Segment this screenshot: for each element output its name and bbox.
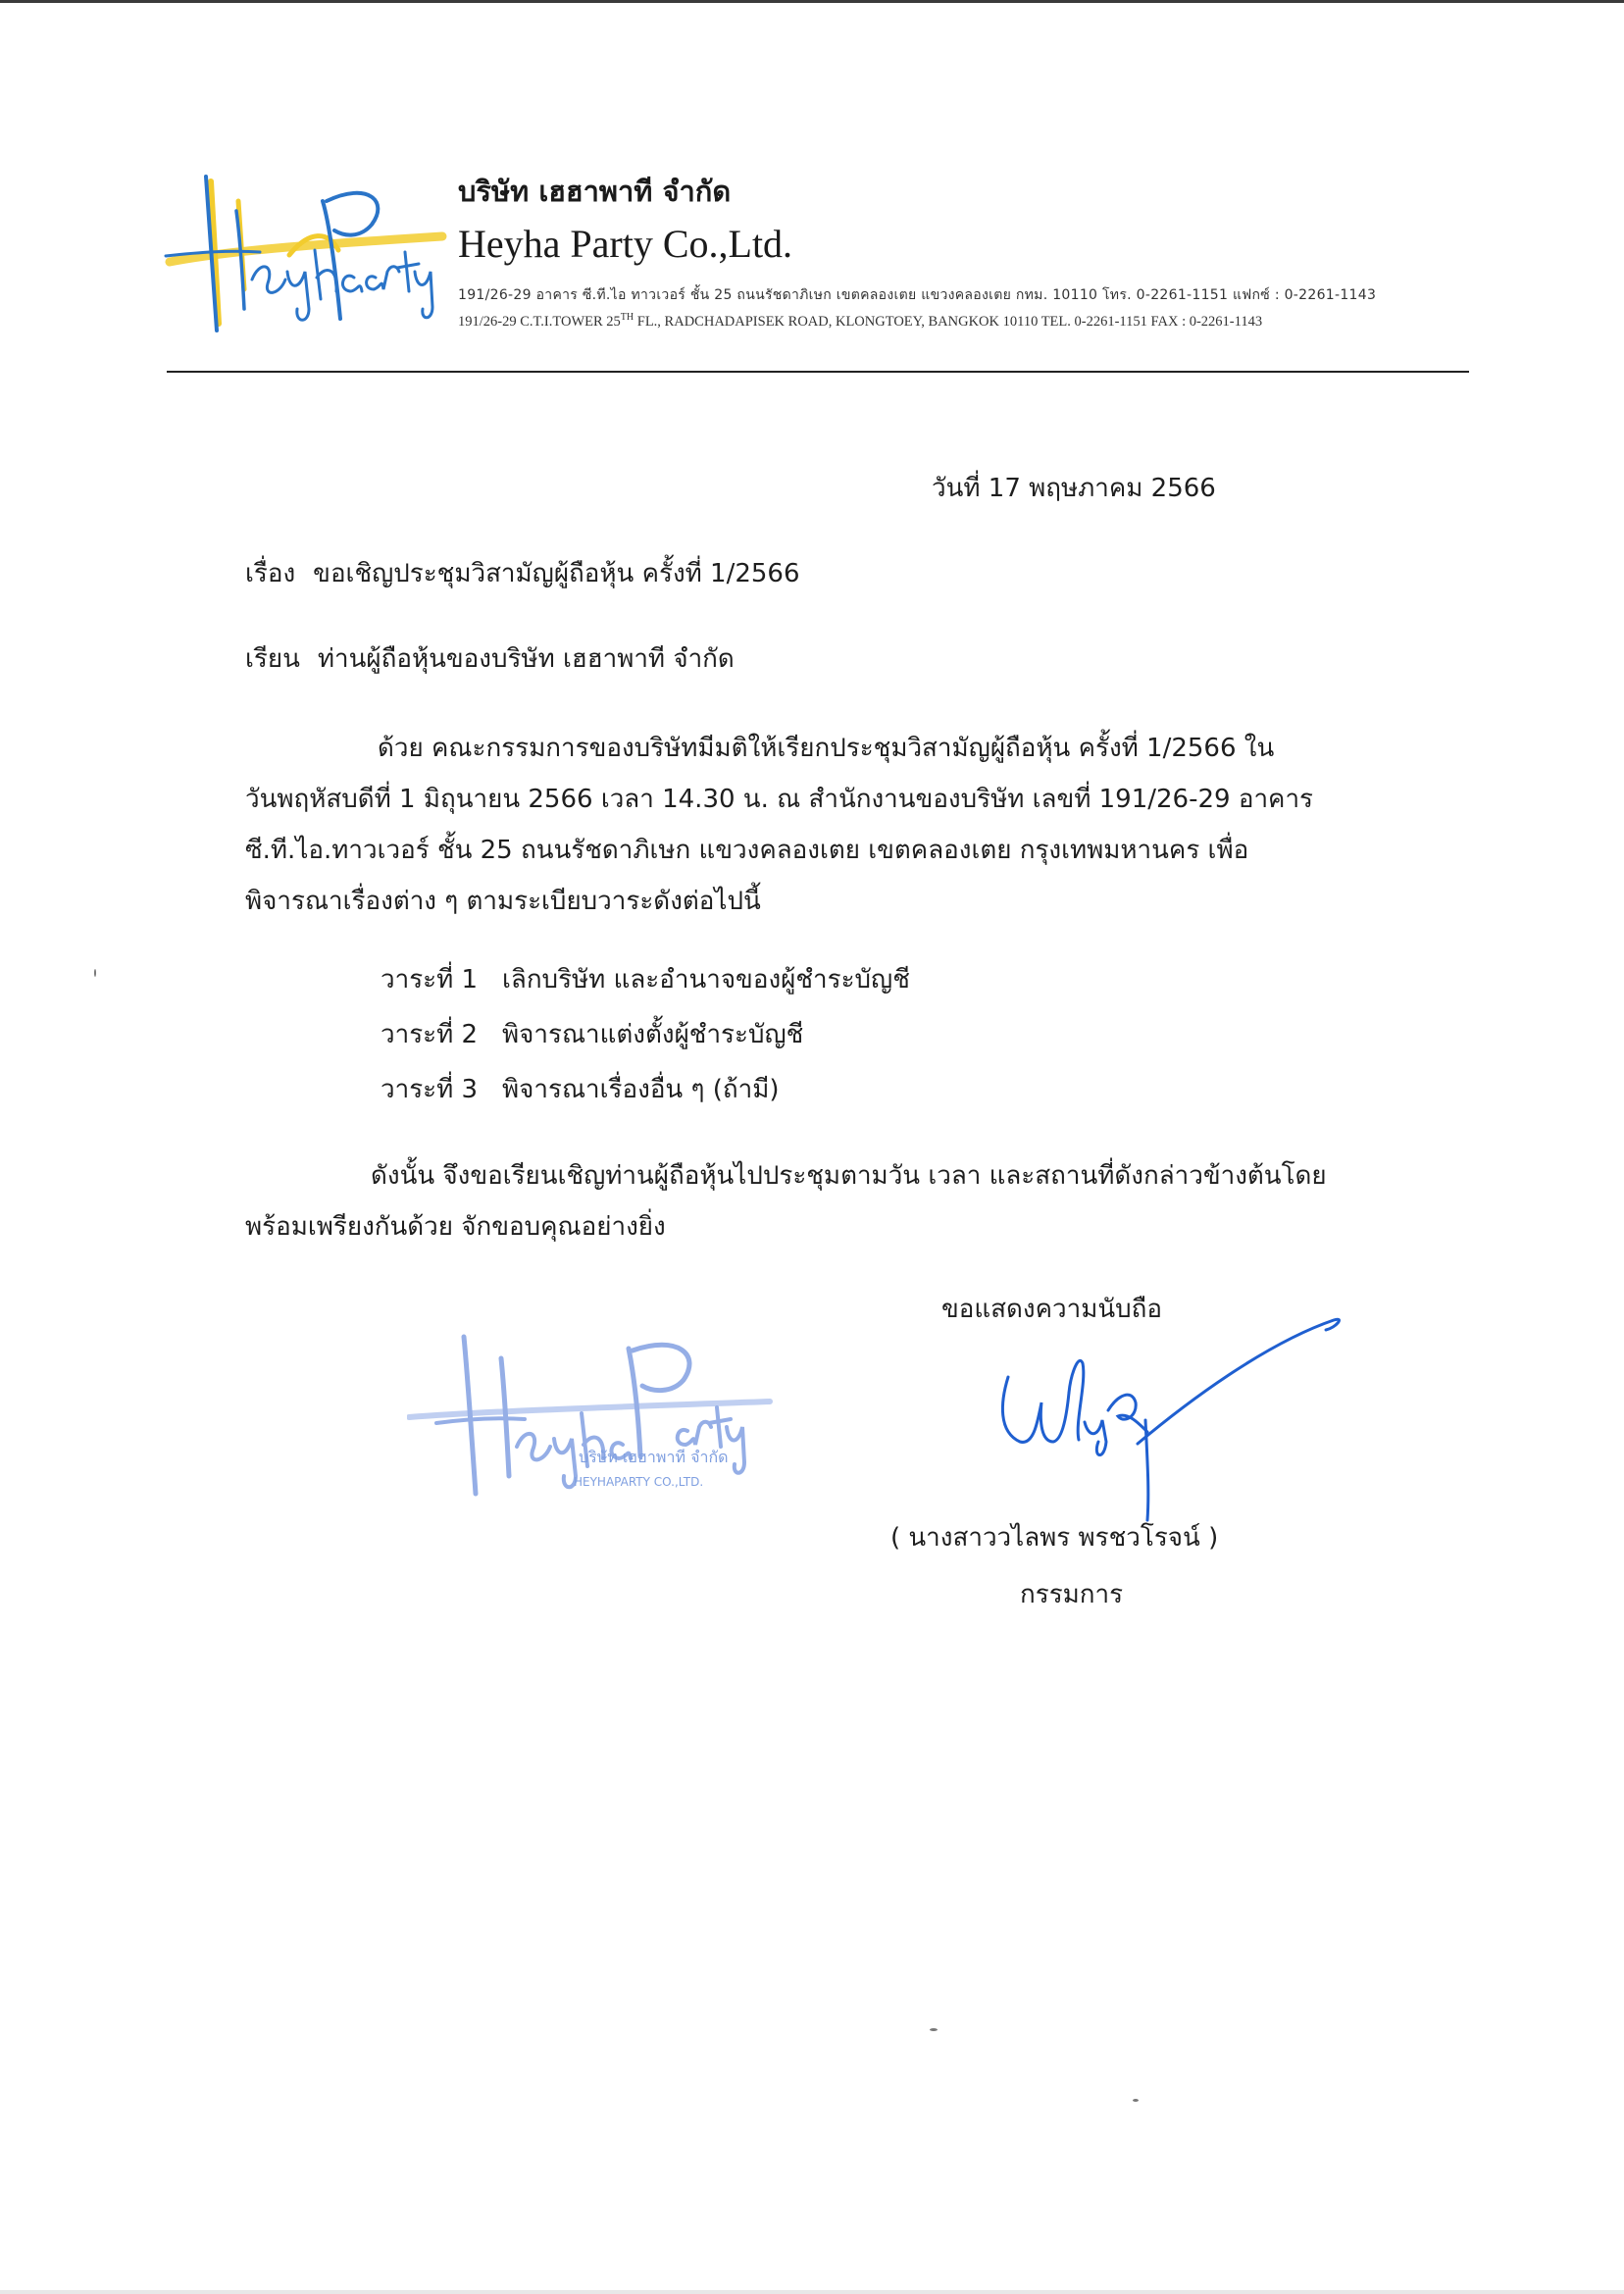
agenda-number: วาระที่ 2 xyxy=(381,1020,479,1049)
paragraph-2-line: ดังนั้น จึงขอเรียนเชิญท่านผู้ถือหุ้นไปประชุมตามวัน เวลา และสถานที่ดังกล่าวข้างต้นโดย xyxy=(371,1161,1327,1191)
addressee-label: เรียน xyxy=(245,644,300,674)
subject-line xyxy=(245,561,800,586)
agenda-item xyxy=(381,1014,910,1069)
agenda-item xyxy=(381,1069,910,1124)
heyha-party-logo xyxy=(162,162,456,338)
agenda-number: วาระที่ 1 xyxy=(381,965,479,994)
paragraph-1-line: ซี.ที.ไอ.ทาวเวอร์ ชั้น 25 ถนนรัชดาภิเษก แขวงคลองเตย เขตคลองเตย กรุงเทพมหานคร เพื่อ xyxy=(245,836,1249,865)
subject-text: ขอเชิญประชุมวิสามัญผู้ถือหุ้น ครั้งที่ 1/2566 xyxy=(313,559,800,588)
company-name-english: Heyha Party Co.,Ltd. xyxy=(458,222,793,266)
header-divider xyxy=(167,371,1469,373)
paragraph-1-line: วันพฤหัสบดีที่ 1 มิถุนายน 2566 เวลา 14.30 น. ณ สำนักงานของบริษัท เลขที่ 191/26-29 อาคาร xyxy=(245,785,1314,814)
agenda-text: พิจารณาแต่งตั้งผู้ชำระบัญชี xyxy=(502,1020,804,1049)
stamp-company-english: HEYHAPARTY CO.,LTD. xyxy=(574,1475,704,1489)
body-paragraph-2 xyxy=(245,1155,1378,1257)
body-paragraph-1 xyxy=(245,728,1378,932)
closing-phrase: ขอแสดงความนับถือ xyxy=(941,1295,1162,1324)
address-en-part1: 191/26-29 C.T.I.TOWER 25 xyxy=(458,313,621,330)
company-name-thai: บริษัท เฮฮาพาที จำกัด xyxy=(458,175,732,208)
address-en-part2: FL., RADCHADAPISEK ROAD, KLONGTOEY, BANGKOK 10110 TEL. 0-2261-1151 FAX : 0-2261-1143 xyxy=(634,313,1263,330)
company-address-english xyxy=(458,312,1262,331)
agenda-number: วาระที่ 3 xyxy=(381,1075,479,1104)
paragraph-2-line: พร้อมเพรียงกันด้วย จักขอบคุณอย่างยิ่ง xyxy=(245,1212,666,1242)
agenda-item xyxy=(381,959,910,1014)
addressee-text: ท่านผู้ถือหุ้นของบริษัท เฮฮาพาที จำกัด xyxy=(317,644,735,674)
stamp-company-thai: บริษัท เฮฮาพาที จำกัด xyxy=(579,1448,729,1466)
signer-title: กรรมการ xyxy=(1020,1580,1124,1609)
paragraph-1-line: ด้วย คณะกรรมการของบริษัทมีมติให้เรียกประชุมวิสามัญผู้ถือหุ้น ครั้งที่ 1/2566 ใน xyxy=(378,734,1275,763)
scan-bottom-edge xyxy=(0,2290,1624,2294)
signer-name: ( นางสาววไลพร พรชวโรจน์ ) xyxy=(890,1523,1219,1553)
scan-speck xyxy=(1133,2099,1139,2102)
handwritten-signature xyxy=(990,1295,1363,1530)
company-stamp xyxy=(407,1329,780,1505)
letter-date: วันที่ 17 พฤษภาคม 2566 xyxy=(932,474,1216,503)
subject-label: เรื่อง xyxy=(245,559,296,588)
address-en-superscript: TH xyxy=(620,312,634,323)
agenda-text: พิจารณาเรื่องอื่น ๆ (ถ้ามี) xyxy=(502,1075,780,1104)
company-address-thai: 191/26-29 อาคาร ซี.ที.ไอ ทาวเวอร์ ชั้น 25 ถนนรัชดาภิเษก เขตคลองเตย แขวงคลองเตย กทม. 10110 โทร. 0-2261-1151 แฟกซ์ : 0-2261-1143 xyxy=(458,287,1377,303)
agenda-text: เลิกบริษัท และอำนาจของผู้ชำระบัญชี xyxy=(502,965,910,994)
addressee-line xyxy=(245,646,735,672)
scan-speck xyxy=(94,969,96,977)
paragraph-1-line: พิจารณาเรื่องต่าง ๆ ตามระเบียบวาระดังต่อไปนี้ xyxy=(245,887,761,916)
scan-speck xyxy=(930,2028,938,2031)
scan-top-edge xyxy=(0,0,1624,3)
agenda-list xyxy=(381,959,910,1124)
